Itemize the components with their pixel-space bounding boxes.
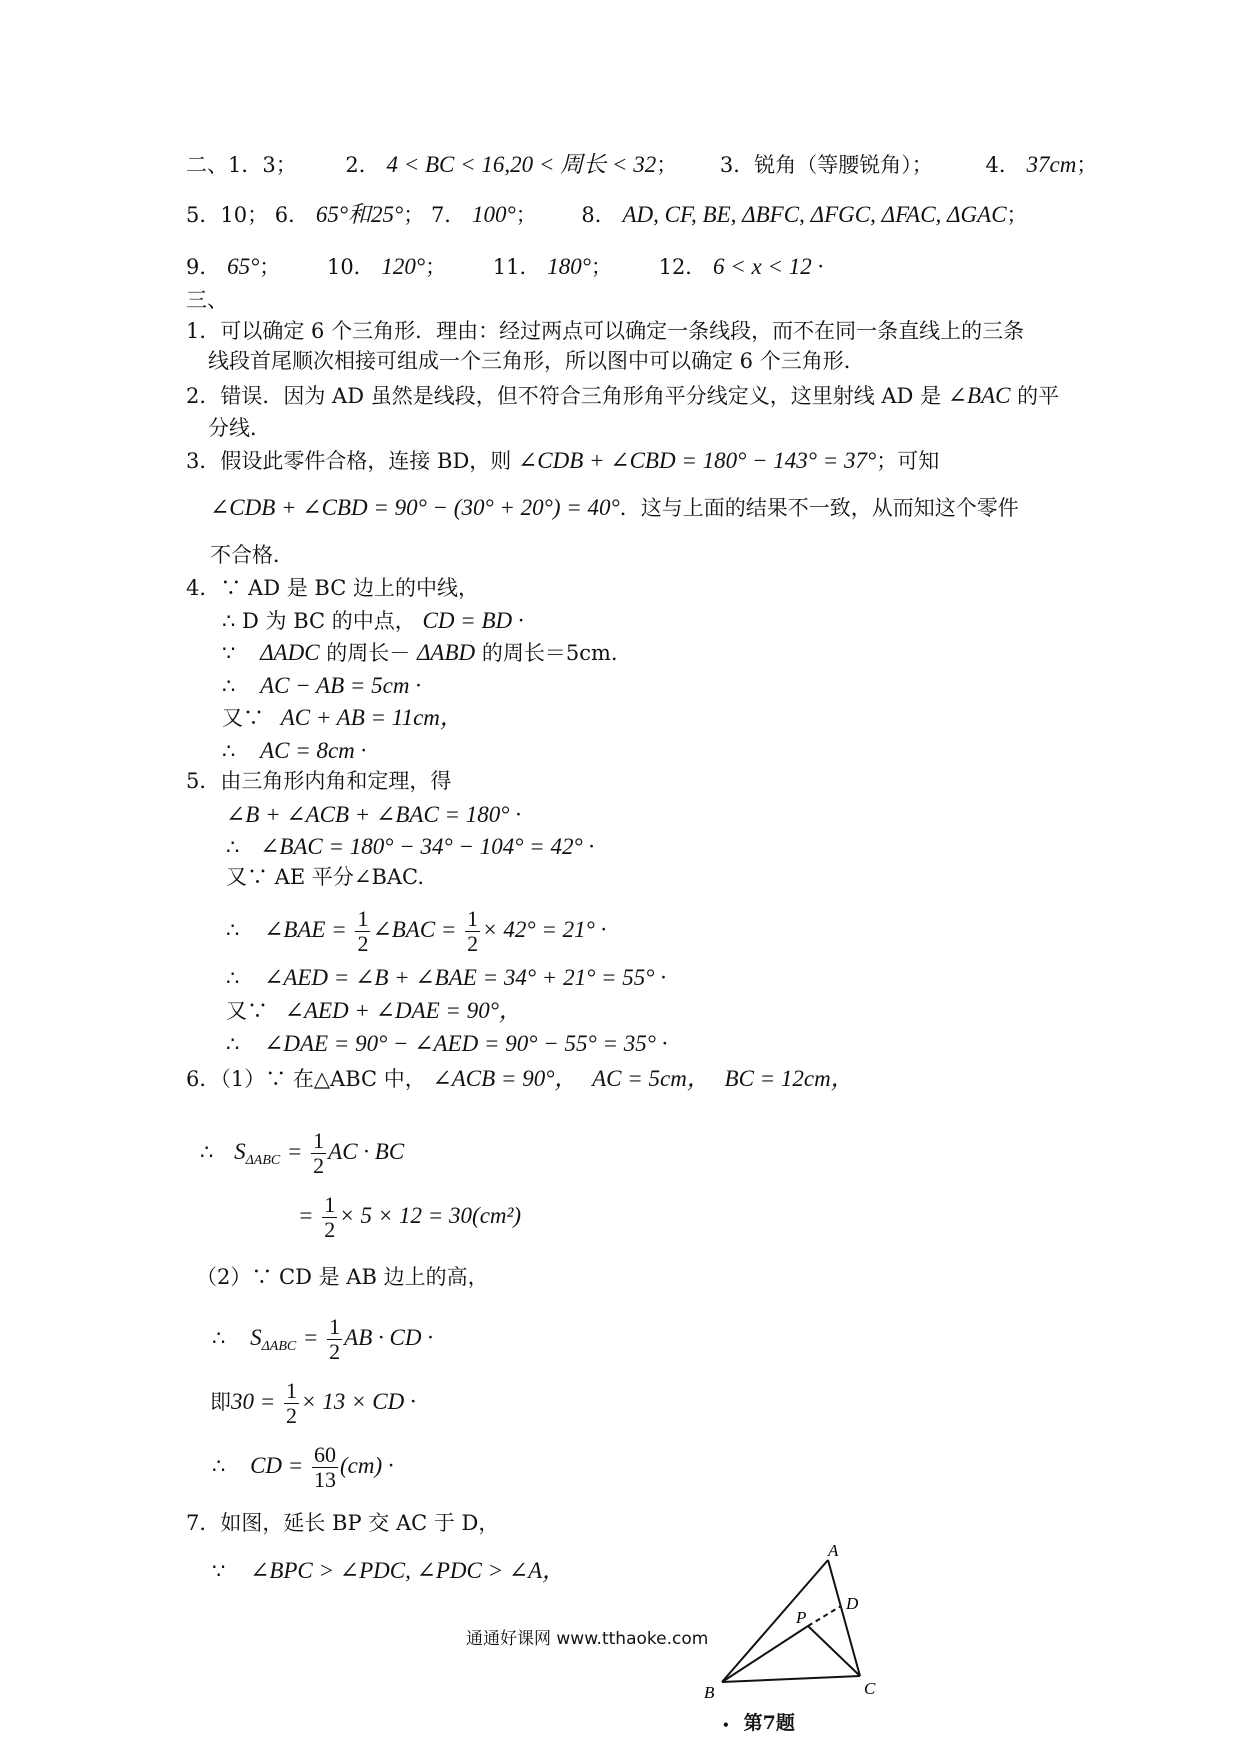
label-b: B [704,1683,715,1702]
answer-12-math: 6 < x < 12 · [713,254,824,279]
q4-line-1: 4．∵ AD 是 BC 边上的中线， [186,576,479,600]
q6-text: 6．（1）∵ 在△ABC 中， [186,1067,426,1091]
q6-math: AC · BC [328,1139,405,1164]
separator: ； [515,203,537,227]
fraction-denominator: 2 [467,931,479,956]
q2-angle: ∠BAC [947,383,1011,408]
fraction-denominator: 2 [357,931,369,956]
answer-2-number: 2． [345,153,380,177]
q5-math: ∠AED + ∠DAE = 90°， [284,998,522,1023]
therefore-symbol: ∴ [200,1140,214,1164]
answer-1: 二、1．3； [186,153,297,177]
figure-caption [722,1708,795,1735]
separator: ； [656,153,678,177]
q6-math: 30 = [231,1389,276,1414]
fraction-numerator: 1 [324,1192,336,1217]
therefore-symbol: ∴ [212,1454,226,1478]
footer-watermark: 通通好课网 www.tthaoke.com [466,1629,709,1649]
answer-2-math: 4 < BC < 16,20 < 周长 < 32 [386,152,657,177]
therefore-symbol: ∴ [226,918,240,942]
answer-7-math: 100° [472,202,516,227]
q3-text-end: ；可知 [876,449,940,473]
area-subscript: ΔABC [245,1153,281,1169]
q6-line-4: （2）∵ CD 是 AB 边上的高， [196,1265,489,1289]
because-symbol: 又∵ [222,706,264,730]
q6-line-2 [200,1122,404,1191]
q5-line-1: 5．由三角形内角和定理，得 [186,769,452,793]
q5-line-6 [226,963,666,993]
fraction-numerator: 60 [313,1442,336,1467]
q4-triangle-abd: ΔABD [416,640,476,665]
because-symbol: 又∵ [226,999,268,1023]
answers-row-2 [186,200,1028,230]
q3-equation-1: ∠CDB + ∠CBD = 180° − 143° = 37° [518,448,877,473]
answer-7-number: 7． [430,203,466,227]
q4-text: 的周长－ [326,641,411,665]
q6-line-7 [212,1436,394,1496]
answer-9-math: 65° [227,254,260,279]
q4-text: 的周长＝5cm. [481,641,618,665]
separator: ； [590,255,612,279]
q4-math: CD = BD · [422,608,524,633]
q5-line-7 [226,996,522,1026]
q3-line-2 [210,493,1019,523]
q5-math: ∠BAC = 180° − 34° − 104° = 42° · [260,834,595,859]
q5-math: ∠BAE = [264,917,347,942]
because-symbol: ∵ [212,1559,226,1583]
q6-line-3 [298,1186,521,1246]
q6-math: (cm) · [339,1453,394,1478]
fraction-denominator: 2 [329,1339,341,1364]
answer-6-number: 6． [274,203,310,227]
q4-line-5 [222,703,463,733]
bullet-icon: • [722,1718,730,1732]
answer-9-number: 9． [186,255,221,279]
q3-equation-2: ∠CDB + ∠CBD = 90° − (30° + 20°) = 40° [210,495,620,520]
triangle-figure [700,1545,940,1735]
equals-sign: = [298,1203,314,1228]
section-3-title: 三、 [186,288,228,312]
area-symbol: S [234,1139,246,1164]
answer-4-number: 4． [985,153,1020,177]
q4-line-6 [222,736,366,766]
q6-math: AC = 5cm， [592,1066,710,1091]
q1-line-1: 1．可以确定 6 个三角形．理由：经过两点可以确定一条线段，而不在同一条直线上的三条 [186,319,1025,343]
therefore-symbol: ∴ [226,835,240,859]
q4-line-2 [222,606,524,636]
fraction-numerator: 1 [467,906,479,931]
fraction-60-13 [312,1443,338,1492]
fraction-one-half [311,1129,326,1178]
q3-conclusion: ．这与上面的结果不一致，从而知这个零件 [619,496,1019,520]
q3-line-3: 不合格． [210,543,294,567]
fraction-numerator: 1 [313,1128,325,1153]
separator: ； [1076,153,1098,177]
label-a: A [828,1545,839,1560]
equals-sign: = [302,1325,319,1350]
label-p: P [796,1608,807,1627]
fraction-denominator: 2 [313,1153,325,1178]
q5-line-8 [226,1029,667,1059]
segment-ac [828,1560,860,1676]
therefore-symbol: ∴ [222,674,236,698]
q3-line-1 [186,446,939,476]
q5-line-5 [226,900,606,960]
q6-math: × 5 × 12 = 30(cm²) [339,1203,522,1228]
fraction-one-half [355,907,370,956]
answers-row-1 [186,150,1097,180]
q6-line-6 [210,1372,416,1432]
fraction-denominator: 13 [313,1467,336,1492]
fraction-numerator: 1 [285,1378,297,1403]
q4-math: AC − AB = 5cm · [260,673,421,698]
q2-line-2: 分线． [208,416,271,440]
answer-11-number: 11． [492,255,541,279]
separator: ； [259,255,281,279]
answer-12-number: 12． [658,255,707,279]
q6-math: BC = 12cm， [724,1066,854,1091]
q6-math: CD = [250,1453,304,1478]
answer-10-math: 120° [381,254,426,279]
q4-line-4 [222,671,421,701]
label-d: D [846,1594,859,1613]
q5-line-3 [226,832,594,862]
answer-11-math: 180° [547,254,591,279]
q5-math: ∠B + ∠ACB + ∠BAC = 180° · [226,802,522,827]
fraction-one-half [284,1379,299,1428]
answers-row-3 [186,252,823,282]
answer-8-number: 8． [581,203,616,227]
q4-triangle-adc: ΔADC [260,640,320,665]
q6-line-5 [212,1308,433,1377]
answer-10-number: 10． [326,255,375,279]
q5-math: ∠DAE = 90° − ∠AED = 90° − 55° = 35° · [264,1031,668,1056]
q7-line-2 [212,1556,565,1586]
q5-line-2 [226,800,521,830]
label-c: C [864,1679,876,1698]
q6-line-1 [186,1064,854,1094]
answer-6-math: 65°和25° [315,202,404,227]
area-symbol: S [250,1325,262,1350]
fraction-one-half [322,1193,337,1242]
separator: ； [403,203,425,227]
segment-ab [722,1560,828,1682]
q6-math: ∠ACB = 90°， [432,1066,578,1091]
fraction-one-half [327,1315,342,1364]
fraction-numerator: 1 [329,1314,341,1339]
fraction-denominator: 2 [285,1403,297,1428]
q4-math: AC + AB = 11cm， [280,705,463,730]
segment-bc [722,1676,860,1682]
q6-text: 即 [210,1390,231,1414]
segment-pd-dashed [808,1606,841,1626]
fraction-one-half [465,907,480,956]
answer-5: 5．10； [186,203,269,227]
q5-line-4: 又∵ AE 平分∠BAC. [226,865,425,889]
q7-line-1: 7．如图，延长 BP 交 AC 于 D， [186,1511,500,1535]
fraction-denominator: 2 [324,1217,336,1242]
figure-caption-text: 第7题 [743,1712,795,1734]
separator: ； [1006,203,1028,227]
because-symbol: ∵ [222,641,236,665]
q3-text: 3．假设此零件合格，连接 BD，则 [186,449,512,473]
q7-math: ∠BPC > ∠PDC, ∠PDC > ∠A， [250,1558,566,1583]
q1-line-2: 线段首尾顺次相接可组成一个三角形，所以图中可以确定 6 个三角形． [208,349,865,373]
q4-math: AC = 8cm · [260,738,367,763]
therefore-symbol: ∴ [226,966,240,990]
q4-line-3 [222,638,618,668]
q6-math: AB · CD · [344,1325,433,1350]
q5-math: × 42° = 21° · [482,917,607,942]
q2-text-end: 的平 [1017,384,1060,408]
area-subscript: ΔABC [261,1339,297,1355]
answer-8-math: AD, CF, BE, ΔBFC, ΔFGC, ΔFAC, ΔGAC [622,202,1007,227]
q2-text: 2．错误．因为 AD 虽然是线段，但不符合三角形角平分线定义，这里射线 AD 是 [186,384,942,408]
q5-math: ∠BAC = [372,917,457,942]
q5-math: ∠AED = ∠B + ∠BAE = 34° + 21° = 55° · [264,965,666,990]
therefore-symbol: ∴ [212,1326,226,1350]
q4-text: ∴ D 为 BC 的中点， [222,609,416,633]
q2-line-1 [186,381,1059,411]
therefore-symbol: ∴ [226,1032,240,1056]
fraction-numerator: 1 [357,906,369,931]
answer-3: 3．锐角（等腰锐角）； [719,153,933,177]
q6-math: × 13 × CD · [300,1389,416,1414]
segment-bp [722,1626,808,1682]
therefore-symbol: ∴ [222,739,236,763]
equals-sign: = [286,1139,303,1164]
answer-4-math: 37cm [1026,152,1077,177]
separator: ； [425,255,447,279]
